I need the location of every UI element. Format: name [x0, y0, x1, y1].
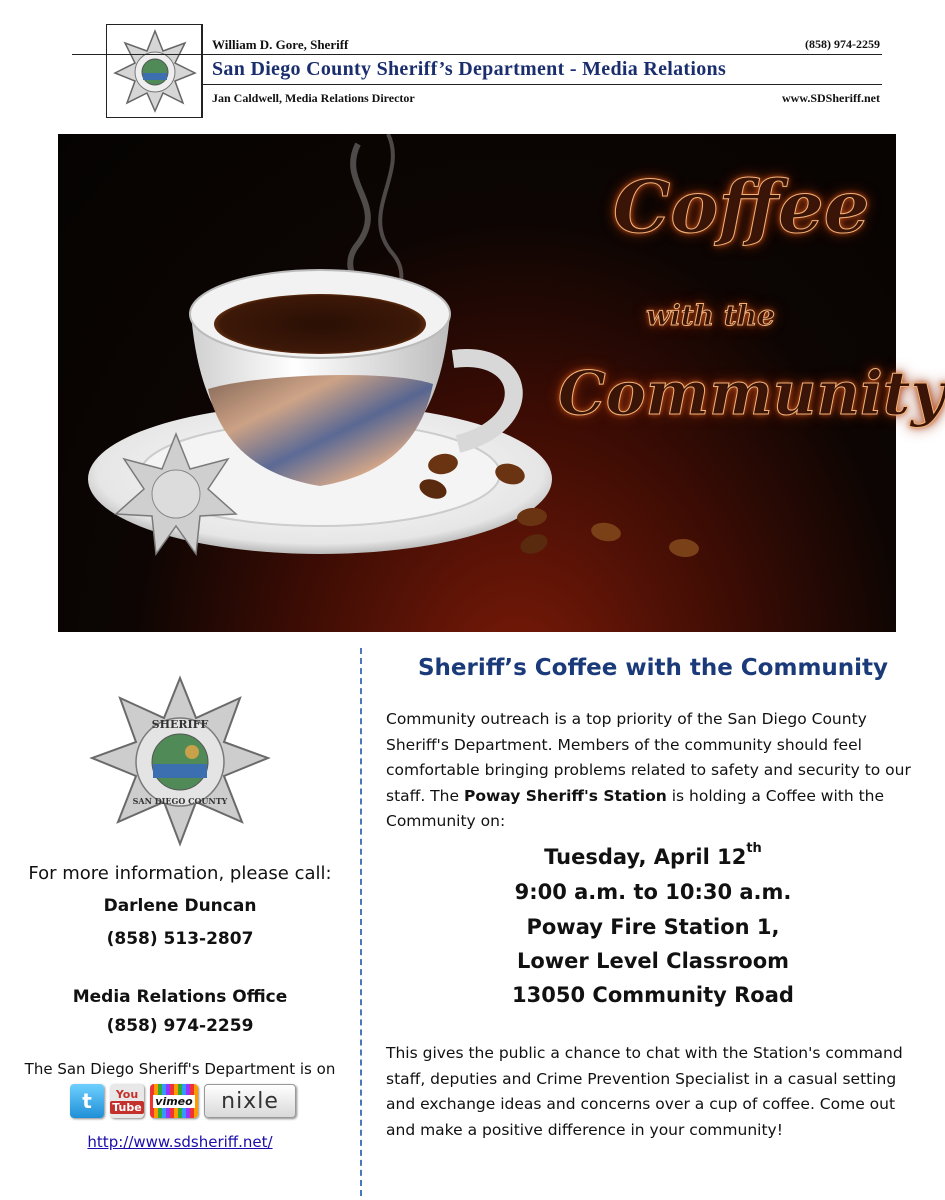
letterhead-phone: (858) 974-2259: [805, 37, 880, 51]
vimeo-label: vimeo: [155, 1094, 193, 1108]
nixle-icon[interactable]: [204, 1084, 296, 1118]
hero-title-coffee: Coffee: [613, 164, 870, 249]
intro-paragraph: [386, 707, 916, 835]
contact-phone: (858) 513-2807: [106, 929, 254, 949]
vimeo-icon[interactable]: [150, 1084, 198, 1118]
station-name: Poway Sheriff's Station: [463, 786, 667, 805]
info-prompt: For more information, please call:: [28, 863, 332, 884]
intro-text-a: Community outreach is a top priority of the San Diego County Sheriff's Department. Members of the community should feel comfortable bringing problems related to safety and security to our staff. The: [386, 710, 911, 805]
twitter-glyph: t: [82, 1089, 92, 1113]
sheriff-badge-icon: [90, 676, 270, 846]
letterhead-department: San Diego County Sheriff’s Department - Media Relations: [212, 58, 727, 80]
youtube-tube: Tube: [112, 1100, 142, 1114]
website-link[interactable]: http://www.sdsheriff.net/: [87, 1133, 273, 1151]
letterhead-director: Jan Caldwell, Media Relations Director: [212, 91, 415, 105]
youtube-you: You: [115, 1087, 139, 1101]
office-name: Media Relations Office: [72, 987, 288, 1007]
social-icons: [70, 1082, 296, 1120]
sheriff-star-icon: [113, 29, 197, 113]
letterhead-rule-top: [72, 54, 882, 55]
hero-title-community: Community: [558, 359, 945, 429]
youtube-icon[interactable]: [110, 1084, 144, 1118]
event-date: [380, 841, 926, 869]
letterhead-rule-bottom: [202, 84, 882, 85]
event-time: 9:00 a.m. to 10:30 a.m.: [514, 880, 792, 904]
twitter-icon[interactable]: [70, 1084, 104, 1118]
letterhead-sheriff-name: William D. Gore, Sheriff: [212, 37, 349, 52]
contact-name: Darlene Duncan: [103, 896, 257, 916]
event-place: Poway Fire Station 1,: [526, 915, 780, 939]
badge-top-text: SHERIFF: [151, 718, 209, 731]
hero-banner: [58, 134, 945, 632]
letterhead-divider-vertical: [202, 24, 203, 118]
letterhead-badge: [106, 24, 202, 118]
office-phone: (858) 974-2259: [106, 1016, 254, 1036]
badge-bottom-text: SAN DIEGO COUNTY: [132, 796, 228, 806]
intro-text-b: is holding a Coffee with the Community on:: [386, 786, 885, 830]
article-title: Sheriff’s Coffee with the Community: [417, 655, 889, 681]
social-caption: The San Diego Sheriff's Department is on: [24, 1060, 336, 1078]
hero-title-with-the: with the: [646, 299, 775, 332]
letterhead-website: www.SDSheriff.net: [782, 91, 880, 105]
column-divider: [360, 648, 362, 1196]
event-day-suffix: th: [746, 841, 762, 856]
event-day: Tuesday, April 12: [544, 845, 747, 869]
event-address: 13050 Community Road: [512, 983, 794, 1007]
closing-paragraph: This gives the public a chance to chat with the Station's command staff, deputies and Crime Prevention Specialist in a casual setting and exchange ideas and concerns over a cup of coffee. Come out and make a positive difference in your community!: [386, 1044, 903, 1139]
event-room: Lower Level Classroom: [516, 949, 790, 973]
nixle-label: nixle: [221, 1088, 279, 1114]
